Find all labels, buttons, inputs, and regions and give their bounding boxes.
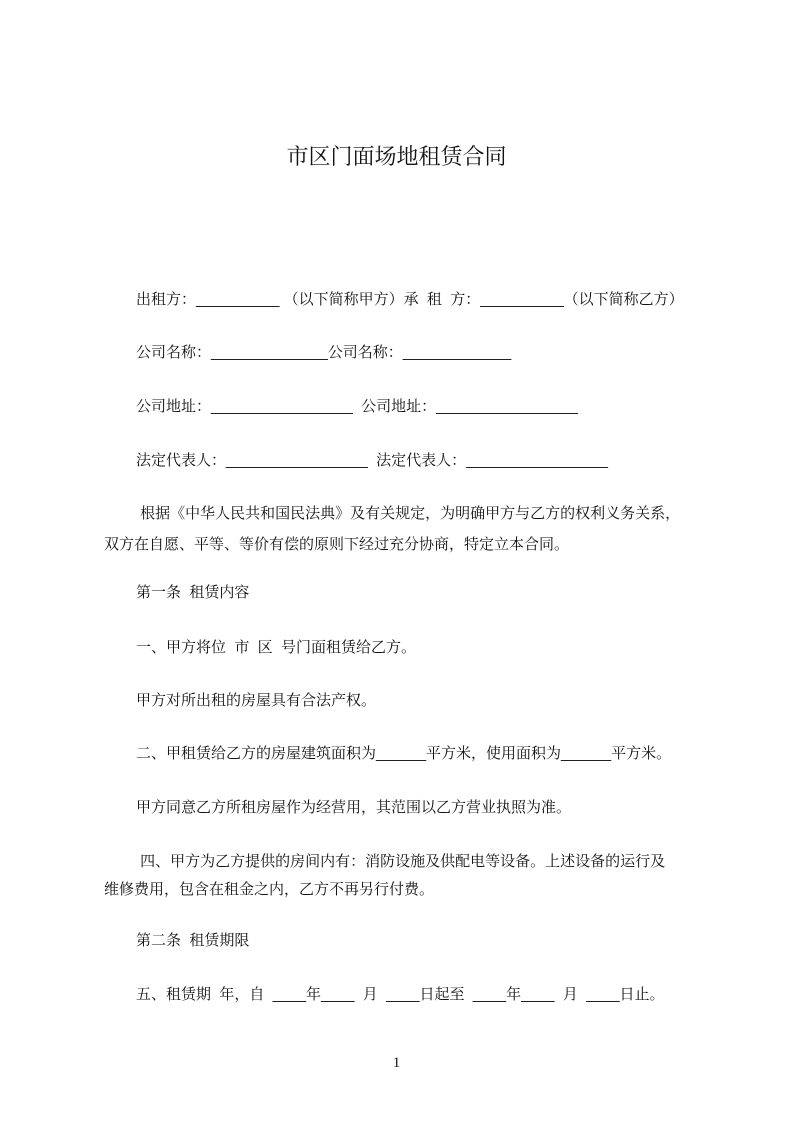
section-1-heading: 第一条 租赁内容 — [136, 584, 250, 601]
clause-1: 一、甲方将位 市 区 号门面租赁给乙方。 — [136, 639, 417, 656]
clause-4-line-2: 维修费用，包含在租金之内，乙方不再另行付费。 — [104, 881, 435, 898]
clause-4-line-1: 四、甲方为乙方提供的房间内有：消防设施及供配电等设备。上述设备的运行及 — [136, 853, 666, 870]
lessor-lessee-line: 出租方：__________ （以下简称甲方）承 租 方：__________（以下简称乙方） — [136, 291, 684, 308]
clause-2: 二、甲租赁给乙方的房屋建筑面积为______平方米，使用面积为______平方米。 — [136, 745, 672, 762]
clause-5: 五、租赁期 年，自 ____年____ 月 ____日起至 ____年____ 月 ____日止。 — [136, 986, 665, 1003]
company-address-line: 公司地址：_________________ 公司地址：_________________ — [136, 398, 578, 415]
document-title: 市区门面场地租赁合同 — [286, 144, 507, 169]
preamble-line-1: 根据《中华人民共和国民法典》及有关规定，为明确甲方与乙方的权利义务关系， — [136, 505, 681, 522]
page-number: 1 — [392, 1055, 401, 1071]
section-2-heading: 第二条 租赁期限 — [136, 932, 250, 949]
legal-representative-line: 法定代表人：_________________ 法定代表人：_________________ — [136, 452, 608, 469]
preamble-line-2: 双方在自愿、平等、等价有偿的原则下经过充分协商，特定立本合同。 — [104, 536, 570, 553]
clause-usage: 甲方同意乙方所租房屋作为经营用，其范围以乙方营业执照为准。 — [136, 799, 572, 816]
clause-ownership: 甲方对所出租的房屋具有合法产权。 — [136, 692, 377, 709]
company-name-line: 公司名称：______________公司名称：_____________ — [136, 344, 512, 361]
